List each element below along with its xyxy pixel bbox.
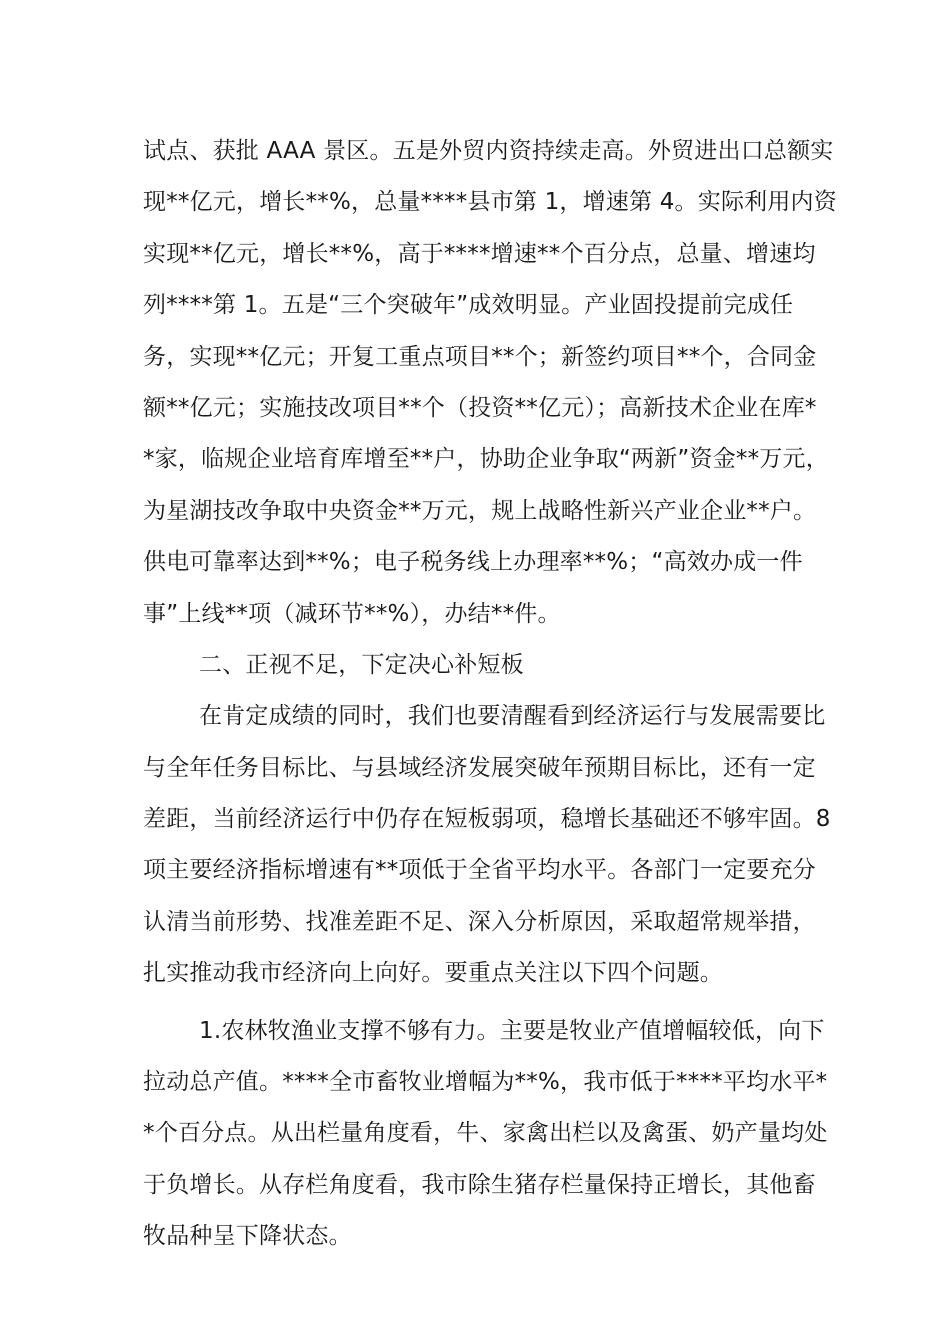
section-heading: 二、正视不足，下定决心补短板 bbox=[199, 651, 524, 678]
text-line: 1.农林牧渔业支撑不够有力。主要是牧业产值增幅较低，向下 bbox=[199, 1017, 825, 1044]
text-line: 牧品种呈下降状态。 bbox=[143, 1223, 352, 1250]
text-line: 实现**亿元，增长**%，高于****增速**个百分点，总量、增速均 bbox=[143, 240, 816, 267]
paragraph-shortcomings bbox=[143, 691, 831, 999]
text-line: *个百分点。从出栏量角度看，牛、家禽出栏以及禽蛋、奶产量均处 bbox=[143, 1120, 828, 1147]
text-line: *家，临规企业培育库增至**户，协助企业争取“两新”资金**万元， bbox=[143, 446, 829, 473]
text-line: 事”上线**项（减环节**%），办结**件。 bbox=[143, 600, 561, 627]
document-body bbox=[143, 126, 837, 1263]
text-line: 于负增长。从存栏角度看，我市除生猪存栏量保持正增长，其他畜 bbox=[143, 1171, 816, 1198]
text-line: 与全年任务目标比、与县域经济发展突破年预期目标比，还有一定 bbox=[143, 754, 816, 781]
text-line: 差距，当前经济运行中仍存在短板弱项，稳增长基础还不够牢固。8 bbox=[143, 806, 831, 833]
text-line: 试点、获批 AAA 景区。五是外贸内资持续走高。外贸进出口总额实 bbox=[143, 138, 834, 164]
text-line: 项主要经济指标增速有**项低于全省平均水平。各部门一定要充分 bbox=[143, 857, 816, 884]
paragraph-agriculture bbox=[143, 1006, 828, 1263]
text-line: 认清当前形势、找准差距不足、深入分析原因，采取超常规举措， bbox=[143, 908, 816, 935]
text-line: 扎实推动我市经济向上向好。要重点关注以下四个问题。 bbox=[143, 960, 723, 987]
text-line: 供电可靠率达到**%；电子税务线上办理率**%；“高效办成一件 bbox=[143, 549, 803, 576]
text-line: 额**亿元；实施技改项目**个（投资**亿元）；高新技术企业在库* bbox=[143, 394, 817, 421]
paragraph-achievements bbox=[143, 126, 837, 640]
text-line: 务，实现**亿元；开复工重点项目**个；新签约项目**个，合同金 bbox=[143, 343, 817, 370]
text-line: 拉动总产值。****全市畜牧业增幅为**%，我市低于****平均水平* bbox=[143, 1069, 828, 1096]
text-line: 现**亿元，增长**%，总量****县市第 1，增速第 4。实际利用内资 bbox=[143, 189, 837, 216]
text-line: 列****第 1。五是“三个突破年”成效明显。产业固投提前完成任 bbox=[143, 292, 794, 319]
text-line: 为星湖技改争取中央资金**万元，规上战略性新兴产业企业**户。 bbox=[143, 497, 817, 524]
text-line: 在肯定成绩的同时，我们也要清醒看到经济运行与发展需要比 bbox=[199, 703, 826, 730]
